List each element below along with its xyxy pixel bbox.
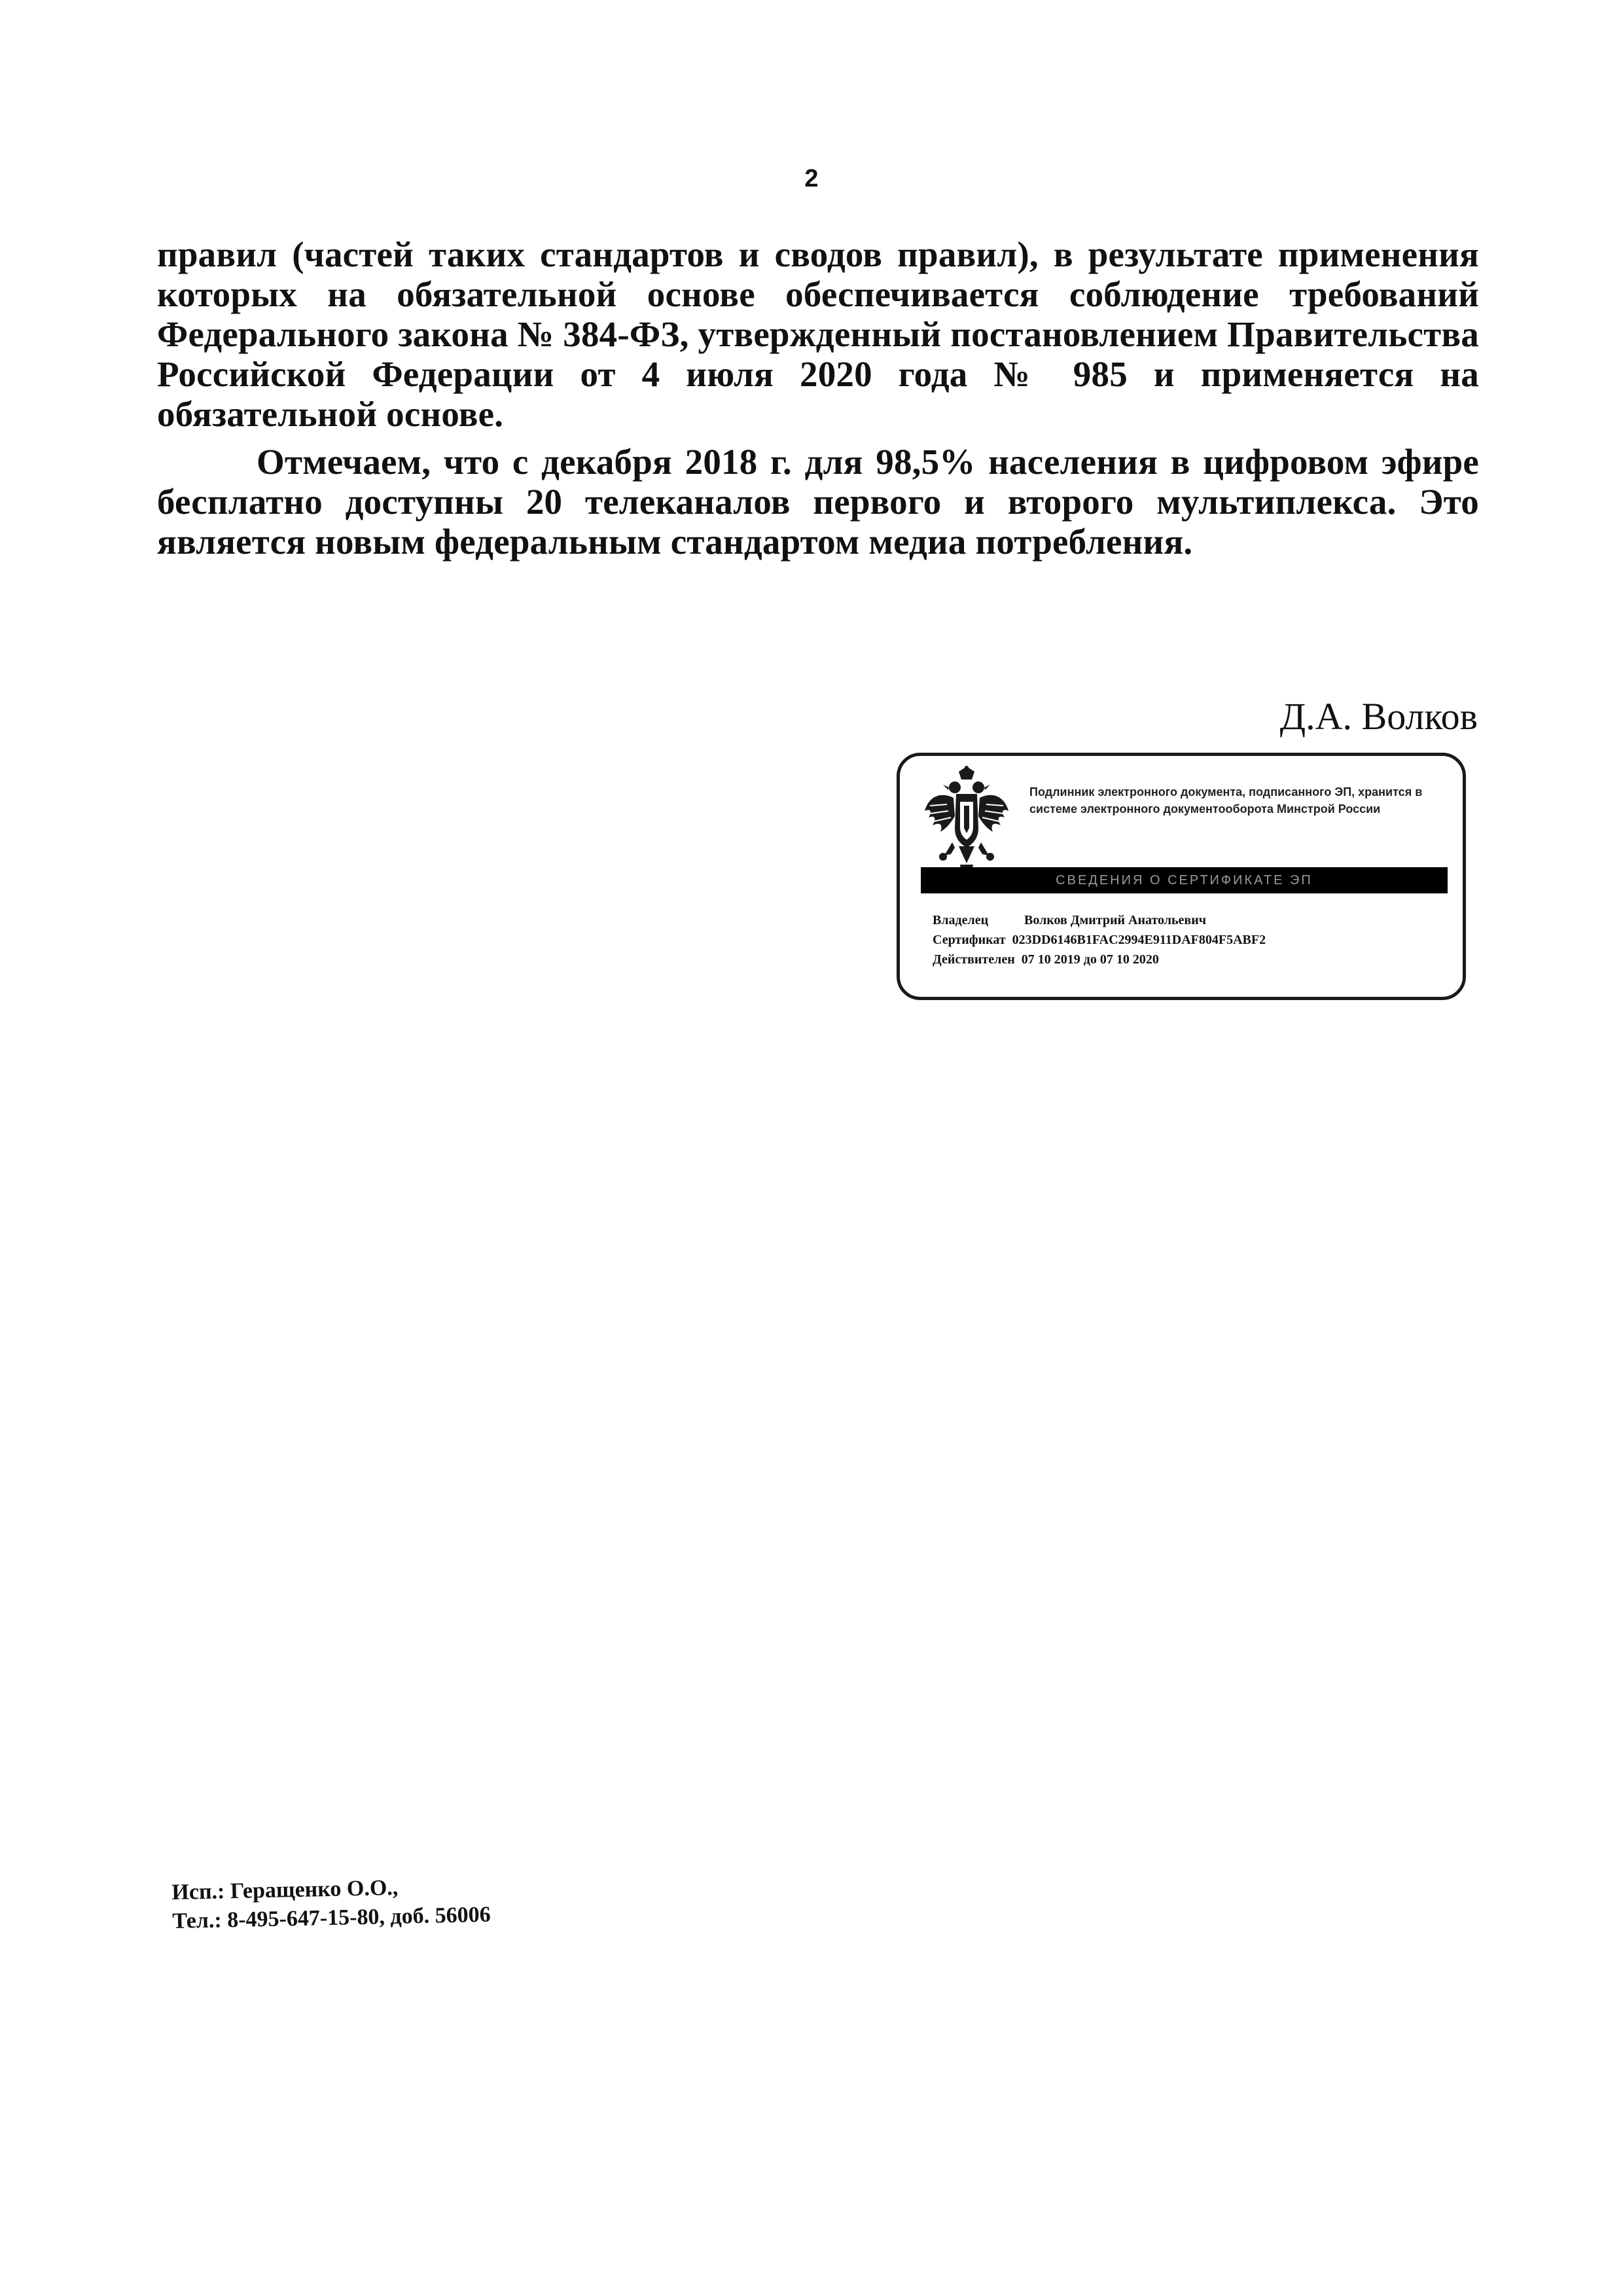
stamp-note: Подлинник электронного документа, подписанного ЭП, хранится в системе электронного документооборота Минстрой России bbox=[1029, 785, 1423, 816]
coat-of-arms-icon bbox=[921, 765, 1012, 876]
letter-body bbox=[157, 234, 1479, 562]
validity-label: Действителен bbox=[933, 952, 1015, 967]
certificate-details bbox=[933, 910, 1456, 969]
validity-row bbox=[933, 950, 1456, 969]
body-paragraph-2: Отмечаем, что с декабря 2018 г. для 98,5% населения в цифровом эфире бесплатно доступны 20 телеканалов первого и второго мультиплекса. Это является новым федеральным стандартом медиа потребления. bbox=[157, 442, 1479, 562]
owner-row bbox=[933, 910, 1456, 930]
owner-value: Волков Дмитрий Анатольевич bbox=[1024, 913, 1207, 927]
body-paragraph-1: правил (частей таких стандартов и сводов правил), в результате применения которых на обязательной основе обеспечивается соблюдение требований Федерального закона № 384-ФЗ, утвержденный постановлением Правительства Российской Федерации от 4 июля 2020 года № 985 и применяется на обязательной основе. bbox=[157, 234, 1479, 434]
executor-info bbox=[171, 1872, 491, 1936]
signer-name: Д.А. Волков bbox=[1279, 695, 1478, 738]
owner-label: Владелец bbox=[933, 913, 989, 927]
page-number: 2 bbox=[804, 165, 819, 192]
validity-value: 07 10 2019 до 07 10 2020 bbox=[1021, 952, 1159, 967]
certificate-header-bar: СВЕДЕНИЯ О СЕРТИФИКАТЕ ЭП bbox=[921, 867, 1448, 893]
executor-name: Исп.: Геращенко О.О., bbox=[171, 1875, 399, 1905]
executor-phone: Тел.: 8-495-647-15-80, доб. 56006 bbox=[171, 1902, 491, 1933]
certificate-row bbox=[933, 930, 1456, 950]
electronic-signature-stamp bbox=[897, 753, 1466, 1000]
certificate-label: Сертификат bbox=[933, 933, 1006, 947]
certificate-value: 023DD6146B1FAC2994E911DAF804F5ABF2 bbox=[1012, 933, 1266, 947]
